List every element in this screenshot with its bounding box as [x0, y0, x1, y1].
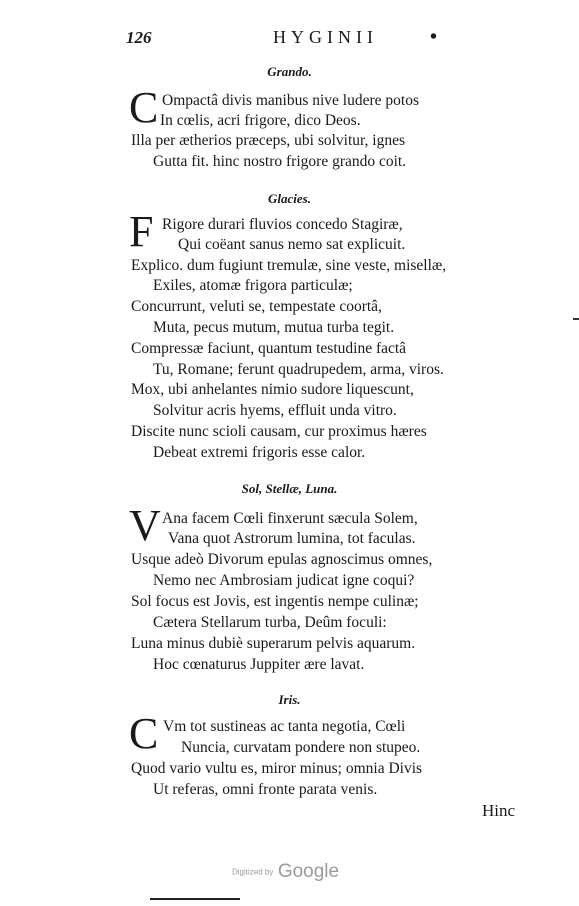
verse-line: Solvitur acris hyems, effluit unda vitro. [153, 402, 397, 419]
verse-line: Vana quot Astrorum lumina, tot faculas. [168, 530, 416, 547]
digitized-by-label: Digitized by [232, 867, 274, 877]
verse-line: In cœlis, acri frigore, dico Deos. [160, 112, 361, 129]
verse-line: Usque adeò Divorum epulas agnoscimus omnes, [131, 551, 433, 568]
header-ornament: • [430, 26, 438, 48]
verse-line: Concurrunt, veluti se, tempestate coortâ, [131, 298, 382, 315]
verse-line: Mox, ubi anhelantes nimio sudore liquescunt, [131, 381, 414, 398]
verse-line: Sol focus est Jovis, est ingentis nempe culinæ; [131, 593, 419, 610]
verse-line: Hoc cœnaturus Juppiter ære lavat. [153, 656, 365, 673]
verse-line: Qui coëant sanus nemo sat explicuit. [178, 236, 406, 253]
section-heading-grando: Grando. [267, 64, 312, 79]
verse-line: Muta, pecus mutum, mutua turba tegit. [153, 319, 395, 336]
google-logo: Google [277, 861, 340, 882]
drop-cap: C [129, 709, 159, 758]
verse-line: Tu, Romane; ferunt quadrupedem, arma, viros. [153, 361, 444, 378]
verse-line: Luna minus dubiè superarum pelvis aquarum. [131, 635, 416, 652]
verse-line: Explico. dum fugiunt tremulæ, sine veste, misellæ, [131, 257, 447, 274]
verse-line: Compressæ faciunt, quantum testudine factâ [131, 340, 407, 357]
section-heading-glacies: Glacies. [268, 191, 311, 206]
section-heading-iris: Iris. [278, 692, 301, 707]
verse-line: Nemo nec Ambrosiam judicat igne coqui? [153, 572, 415, 589]
page-number: 126 [126, 28, 152, 47]
verse-line: Rigore durari fluvios concedo Stagiræ, [162, 216, 403, 233]
verse-line: Discite nunc scioli causam, cur proximus hæres [131, 423, 427, 440]
verse-line: Vm tot sustineas ac tanta negotia, Cœli [163, 718, 406, 735]
drop-cap: V [129, 501, 161, 550]
verse-line: Quod vario vultu es, miror minus; omnia Divis [131, 760, 423, 777]
drop-cap: C [129, 83, 159, 132]
verse-line: Illa per ætherios præceps, ubi solvitur, ignes [131, 132, 406, 149]
digitized-watermark [232, 861, 339, 883]
verse-line: Ana facem Cœli finxerunt sæcula Solem, [162, 510, 418, 527]
verse-line: Debeat extremi frigoris esse calor. [153, 444, 366, 461]
margin-mark [573, 318, 579, 320]
verse-line: Gutta fit. hinc nostro frigore grando coit. [153, 153, 407, 170]
running-title: HYGINII [273, 27, 378, 47]
drop-cap: F [129, 207, 154, 256]
catchword: Hinc [482, 801, 516, 820]
verse-line: Exiles, atomæ frigora particulæ; [153, 277, 353, 294]
bottom-rule [150, 898, 240, 900]
verse-line: Nuncia, curvatam pondere non stupeo. [181, 739, 421, 756]
verse-line: Cætera Stellarum turba, Deûm foculi: [153, 614, 387, 631]
verse-line: Ut referas, omni fronte parata venis. [153, 781, 378, 798]
verse-line: Ompactâ divis manibus nive ludere potos [162, 92, 419, 109]
section-heading-sol: Sol, Stellæ, Luna. [241, 481, 338, 496]
